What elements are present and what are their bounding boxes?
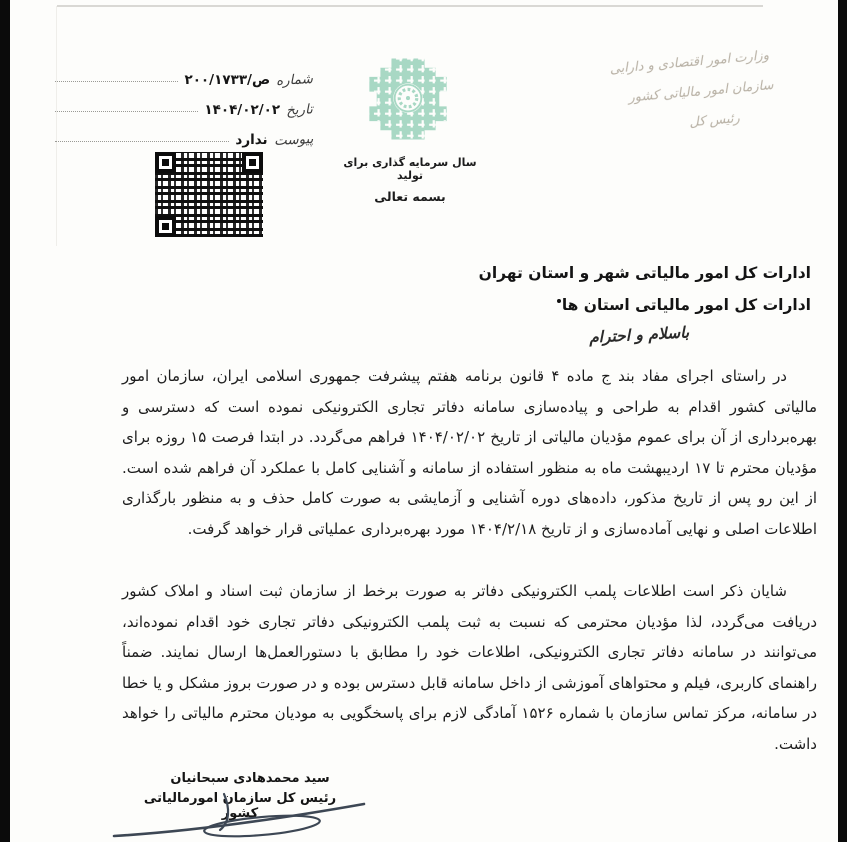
ministry-calligraphy-block	[583, 39, 800, 147]
organization-line: سازمان امور مالیاتی کشور	[627, 77, 775, 106]
body-paragraph-2	[122, 576, 817, 759]
letter-date-row	[55, 88, 313, 118]
recipients-block	[479, 257, 811, 321]
letter-number-value: ۲۰۰/۱۷۳۳/ص	[184, 72, 271, 88]
letter-meta-block	[55, 58, 313, 148]
paragraph-text: شایان ذکر است اطلاعات پلمب الکترونیکی دفاتر به صورت برخط از سازمان ثبت اسناد و املاک کشور دریافت می‌گردد، لذا مؤدیان محترمی که نسبت به ثبت پلمب الکترونیکی دفاتر تجاری خود اقدام نموده‌اند، می‌توانند در سامانه دفاتر تجاری الکترونیکی، اطلاعات خود را مطابق با دستورالعمل‌ها ارسال نمایند. ضمناً راهنمای کاربری، فیلم و محتواهای آموزشی از داخل سامانه قابل دسترس بوده و در صورت بروز مشکل و یا خطا در سامانه، مرکز تماس سازمان با شماره ۱۵۲۶ آمادگی لازم برای پاسخگویی به مودیان محترم مالیاتی را خواهد داشت.	[122, 582, 818, 753]
dotted-rule	[55, 141, 229, 142]
scan-left-border	[0, 0, 10, 842]
qr-finder-icon	[155, 152, 176, 173]
body-paragraph-1	[122, 361, 817, 544]
letter-number-row	[55, 58, 313, 88]
letter-attachment-value: ندارد	[235, 132, 268, 148]
recipient-line: ادارات کل امور مالیاتی شهر و استان تهران	[478, 264, 811, 282]
letter-date-value: ۱۴۰۴/۰۲/۰۲	[204, 102, 281, 118]
tax-administration-logo-icon	[358, 53, 458, 145]
president-line: رئیس کل	[688, 110, 741, 131]
scan-right-border	[838, 0, 847, 842]
scan-top-edge-line	[57, 5, 763, 7]
handwritten-signature	[112, 786, 368, 842]
letter-attachment-row	[55, 118, 313, 148]
stray-dot-mark	[557, 299, 561, 303]
dotted-rule	[55, 111, 198, 112]
letter-number-label: شماره	[275, 71, 314, 89]
letter-date-label: تاریخ	[285, 101, 314, 119]
recipient-line: ادارات کل امور مالیاتی استان ها	[561, 296, 811, 314]
qr-finder-icon	[242, 152, 263, 173]
signer-title: رئیس کل سازمان امورمالیاتی کشور	[143, 791, 337, 821]
qr-finder-icon	[155, 216, 176, 237]
dotted-rule	[55, 81, 178, 82]
qr-code	[155, 152, 263, 237]
ministry-line: وزارت امور اقتصادی و دارایی	[609, 48, 770, 78]
letter-attachment-label: پیوست	[273, 130, 314, 150]
signer-name: سید محمدهادی سبحانیان	[170, 771, 330, 786]
paragraph-text: در راستای اجرای مفاد بند ج ماده ۴ قانون برنامه هفتم پیشرفت جمهوری اسلامی ایران، سازمان امور مالیاتی کشور اقدام به طراحی و پیاده‌سازی سامانه دفاتر تجاری الکترونیکی نموده است که دسترسی و بهره‌برداری از آن برای عموم مؤدیان مالیاتی از تاریخ ۱۴۰۴/۰۲/۰۲ فراهم می‌گردد. در ابتدا فرصت ۱۵ روزه برای مؤدیان محترم تا ۱۷ اردیبهشت ماه به منظور استفاده از سامانه و آشنایی کامل با عملکرد آن فراهم شده است. از این رو پس از تاریخ مذکور، داده‌های دوره آشنایی و آزمایشی به صورت کامل حذف و به منظور بارگذاری اطلاعات اصلی و نهایی آماده‌سازی و از تاریخ ۱۴۰۴/۲/۱۸ مورد بهره‌برداری عملیاتی قرار خواهد گرفت.	[122, 367, 817, 538]
letterhead-slogan: سال سرمایه گذاری برای تولید	[343, 156, 477, 182]
besmele-text: بسمه تعالی	[374, 189, 446, 204]
salutation-text: باسلام و احترام	[588, 323, 690, 347]
